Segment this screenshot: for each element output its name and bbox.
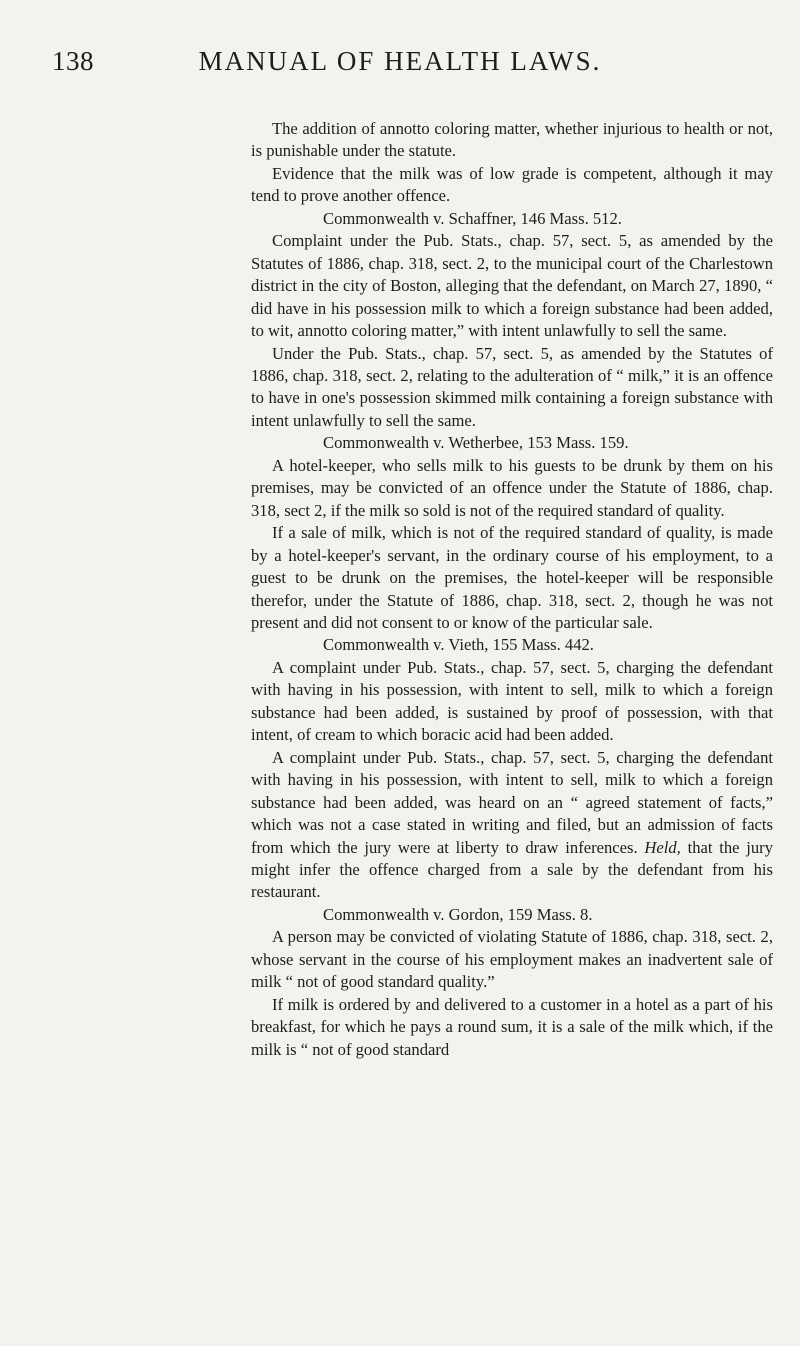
paragraph-fragment: A complaint under Pub. Stats., chap. 57, sect. 5, charging the defendant with having in his possession, with intent to sell, milk to which a foreign substance had been added, was heard on an “ agreed statement of facts,” which was not a case stated in writing and filed, but an admission of facts from which the jury were at liberty to draw inferences.	[251, 747, 773, 857]
running-title: MANUAL OF HEALTH LAWS.	[198, 46, 602, 76]
paragraph: Evidence that the milk was of low grade is competent, although it may tend to prove another offence.	[251, 163, 773, 206]
case-citation: Commonwealth v. Vieth, 155 Mass. 442.	[323, 635, 594, 655]
case-citation: Commonwealth v. Wetherbee, 153 Mass. 159.	[323, 433, 629, 453]
paragraph	[251, 747, 773, 904]
paragraph: Under the Pub. Stats., chap. 57, sect. 5, as amended by the Statutes of 1886, chap. 318, sect. 2, relating to the adulteration of “ milk,” it is an offence to have in one's possession skimmed milk containing a foreign substance with intent unlawfully to sell the same.	[251, 343, 773, 430]
paragraph: A hotel-keeper, who sells milk to his guests to be drunk by them on his premises, may be convicted of an offence under the Statute of 1886, chap. 318, sect 2, if the milk so sold is not of the required standard of quality.	[251, 455, 773, 520]
page-header	[0, 46, 800, 86]
paragraph: Complaint under the Pub. Stats., chap. 57, sect. 5, as amended by the Statutes of 1886, chap. 318, sect. 2, to the municipal court of the Charlestown district in the city of Boston, alleging that the defendant, on March 27, 1890, “ did have in his possession milk to which a foreign substance had been added, to wit, annotto coloring matter,” with intent unlawfully to sell the same.	[251, 231, 773, 341]
body-text	[251, 118, 773, 1061]
paragraph: If milk is ordered by and delivered to a customer in a hotel as a part of his breakfast, for which he pays a round sum, it is a sale of the milk which, if the milk is “ not of good standard	[251, 994, 773, 1059]
paragraph: If a sale of milk, which is not of the required standard of quality, is made by a hotel-keeper's servant, in the ordinary course of his employment, to a guest to be drunk on the premises, the hotel-keeper will be responsible therefor, under the Statute of 1886, chap. 318, sect. 2, though he was not present and did not consent to or know of the particular sale.	[251, 523, 773, 632]
page-number: 138	[52, 46, 94, 76]
paragraph: The addition of annotto coloring matter, whether injurious to health or not, is punishable under the statute.	[251, 119, 773, 161]
emphasis-held: Held,	[644, 837, 681, 857]
paragraph-fragment: that the jury might infer the offence charged from a sale by the defendant from his restaurant.	[251, 837, 773, 902]
case-citation: Commonwealth v. Schaffner, 146 Mass. 512.	[323, 208, 622, 228]
case-citation: Commonwealth v. Gordon, 159 Mass. 8.	[323, 904, 593, 924]
paragraph: A complaint under Pub. Stats., chap. 57, sect. 5, charging the defendant with having in his possession, with intent to sell, milk to which a foreign substance had been added, is sustained by proof of possession, with that intent, of cream to which boracic acid had been added.	[251, 657, 773, 745]
paragraph: A person may be convicted of violating Statute of 1886, chap. 318, sect. 2, whose servant in the course of his employment makes an inadvertent sale of milk “ not of good standard quality.”	[251, 927, 773, 992]
